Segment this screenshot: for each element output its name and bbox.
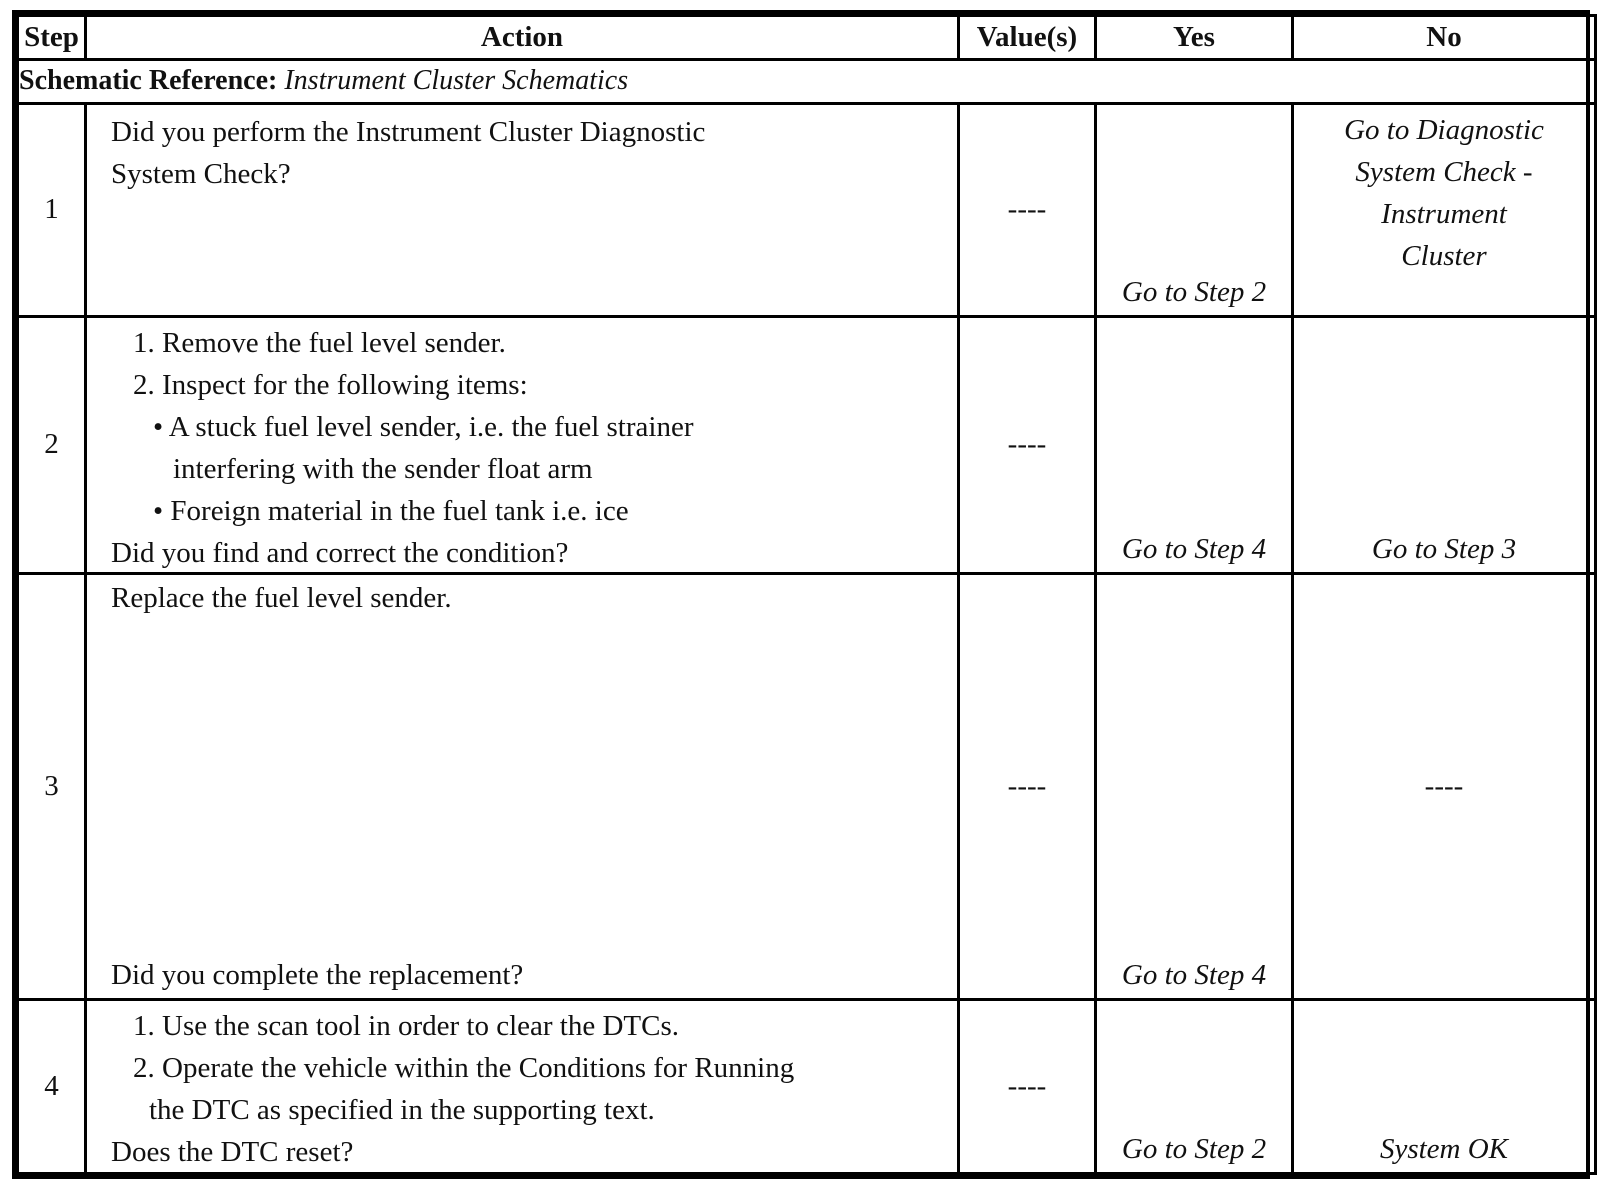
yes-link: Go to Step 2	[1121, 1133, 1267, 1165]
action-cell	[86, 103, 959, 316]
table-row	[18, 103, 1596, 316]
value-cell: ----	[959, 316, 1096, 573]
action-question: Did you complete the replacement?	[111, 958, 524, 991]
action-item: 1. Remove the fuel level sender.	[133, 326, 506, 359]
action-bullet: • Foreign material in the fuel tank i.e. ice	[153, 494, 629, 527]
yes-link: Go to Step 4	[1121, 532, 1267, 565]
action-item: 2. Inspect for the following items:	[133, 368, 528, 401]
no-text: Go to Diagnostic	[1344, 113, 1544, 146]
yes-link: Go to Step 2	[1121, 275, 1267, 308]
no-link: Go to Step 3	[1371, 532, 1517, 565]
step-number: 4	[18, 999, 86, 1173]
yes-cell	[1096, 999, 1293, 1173]
action-text: System Check?	[111, 157, 291, 190]
action-question: Does the DTC reset?	[111, 1135, 354, 1168]
step-number: 1	[18, 103, 86, 316]
schematic-reference	[18, 59, 1596, 103]
header-values: Value(s)	[959, 16, 1096, 60]
yes-cell	[1096, 316, 1293, 573]
value-cell: ----	[959, 103, 1096, 316]
value-cell: ----	[959, 999, 1096, 1173]
table-row	[18, 999, 1596, 1173]
no-text: System Check -	[1355, 155, 1533, 188]
value-cell: ----	[959, 573, 1096, 999]
action-cell	[86, 316, 959, 573]
action-cell	[86, 573, 959, 999]
action-item: 1. Use the scan tool in order to clear the DTCs.	[133, 1009, 680, 1042]
yes-cell	[1096, 103, 1293, 316]
diagnostic-table	[12, 10, 1590, 1179]
action-cell	[86, 999, 959, 1173]
header-no: No	[1293, 16, 1596, 60]
action-item-cont: the DTC as specified in the supporting text.	[149, 1093, 655, 1126]
no-cell: ----	[1293, 573, 1596, 999]
schematic-reference-row	[18, 59, 1596, 103]
schematic-value: Instrument Cluster Schematics	[284, 65, 629, 97]
header-step: Step	[18, 16, 86, 60]
action-text: Did you perform the Instrument Cluster Diagnostic	[111, 115, 706, 148]
table-row	[18, 316, 1596, 573]
header-row	[18, 16, 1596, 60]
no-cell	[1293, 103, 1596, 316]
action-question: Did you find and correct the condition?	[111, 536, 569, 569]
step-number: 2	[18, 316, 86, 573]
yes-link: Go to Step 4	[1121, 958, 1267, 991]
action-bullet: • A stuck fuel level sender, i.e. the fuel strainer	[153, 410, 694, 443]
header-yes: Yes	[1096, 16, 1293, 60]
action-bullet-cont: interfering with the sender float arm	[173, 452, 593, 485]
step-number: 3	[18, 573, 86, 999]
no-cell	[1293, 999, 1596, 1173]
no-cell	[1293, 316, 1596, 573]
table-row	[18, 573, 1596, 999]
no-link: System OK	[1379, 1133, 1509, 1165]
header-action: Action	[86, 16, 959, 60]
no-text: Instrument	[1381, 197, 1507, 230]
action-text: Replace the fuel level sender.	[111, 581, 452, 614]
yes-cell	[1096, 573, 1293, 999]
action-item: 2. Operate the vehicle within the Conditions for Running	[133, 1051, 795, 1084]
no-text: Cluster	[1401, 239, 1487, 272]
schematic-label: Schematic Reference:	[19, 65, 278, 97]
